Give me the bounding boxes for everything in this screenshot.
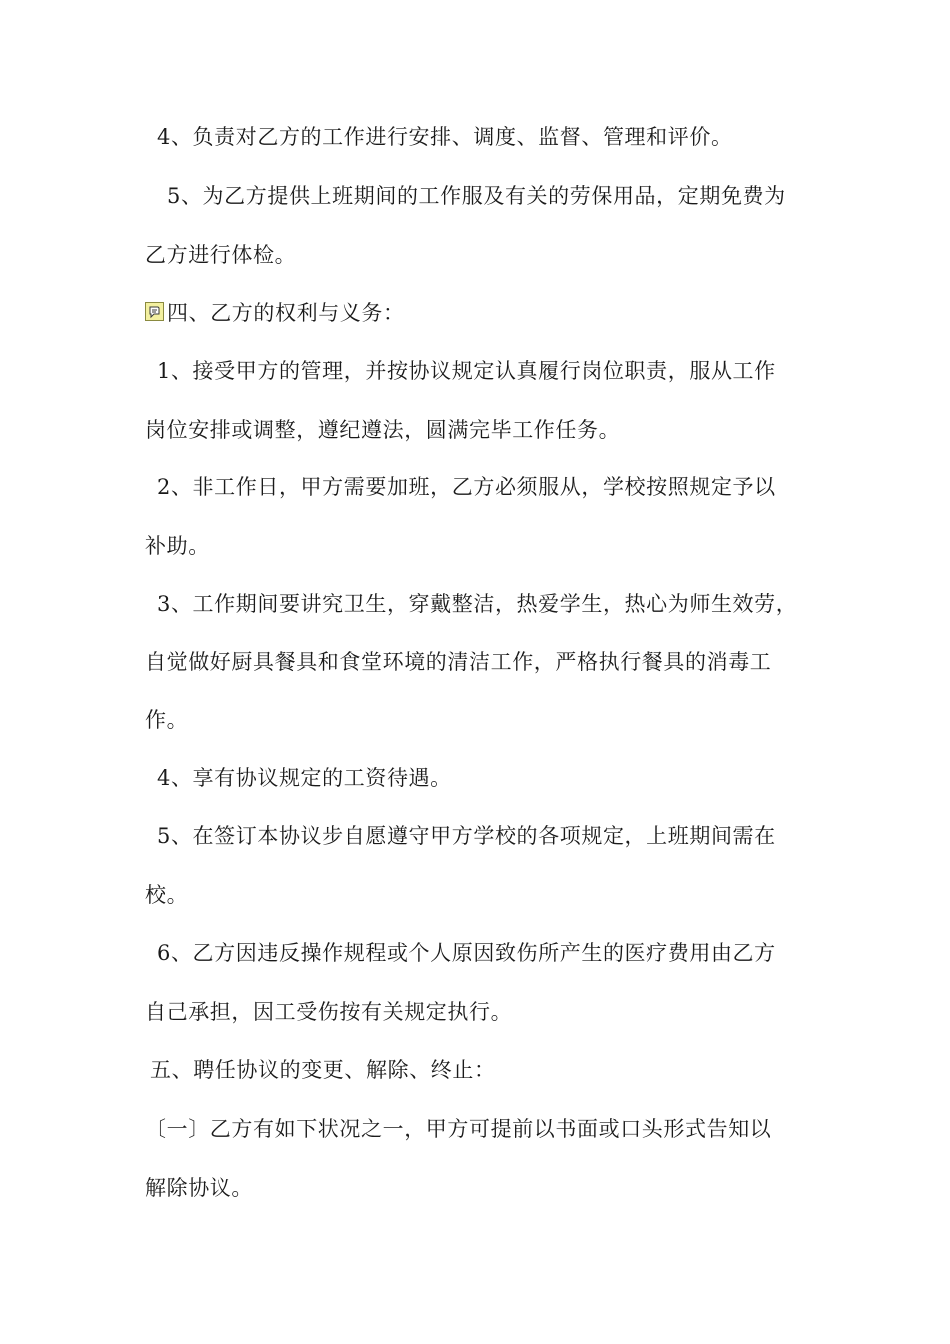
paragraph-line: 1、接受甲方的管理，并按协议规定认真履行岗位职责，服从工作: [157, 359, 776, 383]
paragraph-line: 校。: [145, 883, 189, 907]
paragraph-line: 乙方进行体检。: [145, 243, 297, 267]
section-heading: 五、聘任协议的变更、解除、终止：: [150, 1058, 496, 1082]
paragraph-line: 4、享有协议规定的工资待遇。: [157, 766, 452, 790]
paragraph-line: 4、负责对乙方的工作进行安排、调度、监督、管理和评价。: [157, 125, 733, 149]
paragraph-line: 〔一〕乙方有如下状况之一，甲方可提前以书面或口头形式告知以: [145, 1117, 772, 1141]
paragraph-line: 2、非工作日，甲方需要加班，乙方必须服从，学校按照规定予以: [157, 475, 776, 499]
paragraph-line: 岗位安排或调整，遵纪遵法，圆满完毕工作任务。: [145, 418, 621, 442]
paragraph-line: 6、乙方因违反操作规程或个人原因致伤所产生的医疗费用由乙方: [157, 941, 776, 965]
paragraph-line: 自己承担，因工受伤按有关规定执行。: [145, 1000, 513, 1024]
paragraph-line: 补助。: [145, 534, 210, 558]
paragraph-line: 自觉做好厨具餐具和食堂环境的清洁工作，严格执行餐具的消毒工: [145, 650, 772, 674]
paragraph-line: 3、工作期间要讲究卫生，穿戴整洁，热爱学生，热心为师生效劳，: [157, 592, 798, 616]
paragraph-line: 5、在签订本协议步自愿遵守甲方学校的各项规定，上班期间需在: [157, 824, 776, 848]
paragraph-line: 解除协议。: [145, 1176, 253, 1200]
paragraph-line: 作。: [145, 708, 189, 732]
paragraph-line: 5、为乙方提供上班期间的工作服及有关的劳保用品，定期免费为: [167, 184, 786, 208]
section-heading: 四、乙方的权利与义务：: [167, 301, 405, 325]
comment-marker-icon[interactable]: [145, 302, 164, 321]
